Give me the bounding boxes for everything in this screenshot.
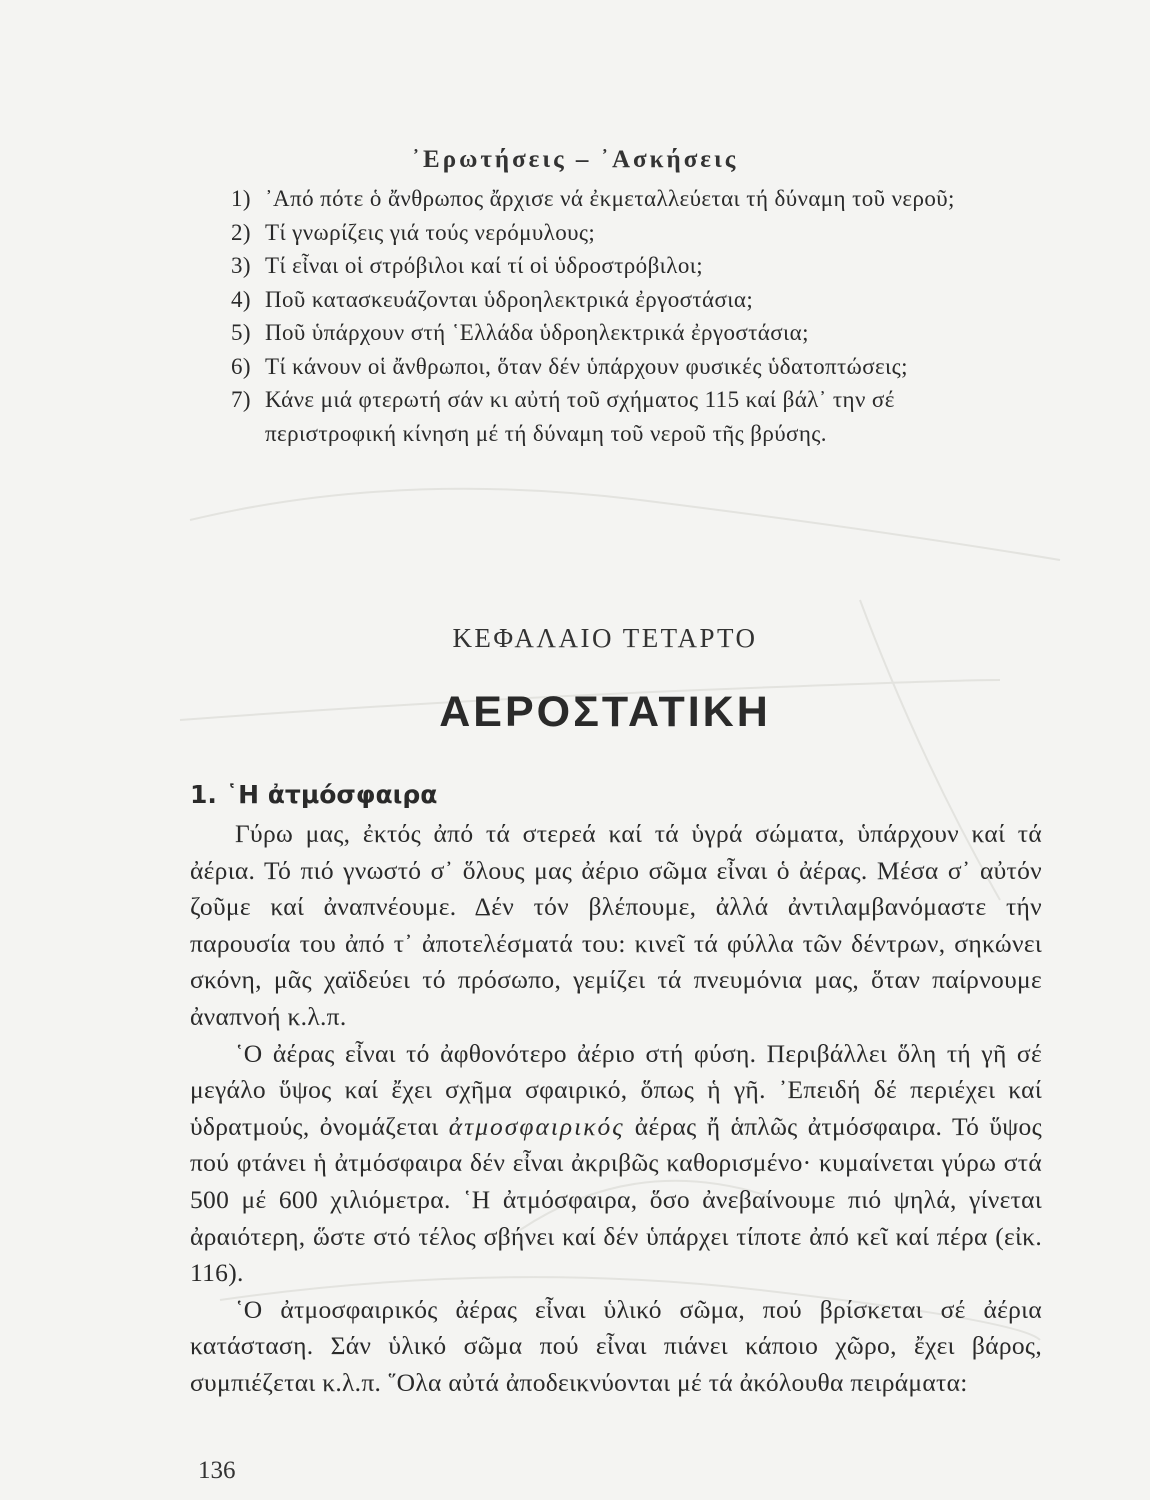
paragraph: ῾Ο ἀτμοσφαιρικός ἀέρας εἶναι ὑλικό σῶμα, πού βρίσκεται σέ ἀέρια κατάσταση. Σάν ὑλικό σῶμα πού εἶναι πιάνει κάποιο χῶρο, ἔχει βάρος, συμπιέζεται κ.λ.π. ῞Ολα αὐτά ἀποδεικνύονται μέ τά ἀκόλουθα πειράματα: [190,1294,1042,1397]
paragraph-text: ἀέρας ἤ ἁπλῶς ἀτμόσφαιρα. Τό ὕψος πού φτάνει ἡ ἀτμόσφαιρα δέν εἶναι ἀκριβῶς καθορισμένο· κυμαίνεται γύρω στά 500 μέ 600 χιλιόμετρα. ῾Η ἀτμόσφαιρα, ὅσο ἀνεβαίνουμε πιό ψηλά, γίνεται ἀραιότερη, ὥστε στό τέλος σβήνει καί δέν ὑπάρχει τίποτε ἀπό κεῖ καί πέρα (εἰκ. 116). [190,1111,1042,1288]
question-text: Τί εἶναι οἱ στρόβιλοι καί τί οἱ ὑδροστρόβιλοι; [265,253,704,278]
section-heading: 1. ῾Η ἀτμόσφαιρα [190,780,438,809]
paragraph-text: ῾Ο ἀέρας εἶναι τό ἀφθονότερο ἀέριο στή φύση. Περιβάλλει ὅλη τή γῆ σέ μεγάλο ὕψος καί ἔχει σχῆμα σφαιρικό, ὅπως ἡ γῆ. ᾿Επειδή δέ περιέχει καί ὑδρατμούς, ὀνομάζεται [190,1038,1042,1141]
chapter-title: ΑΕΡΟΣΤΑΤΙΚΗ [439,688,771,736]
question-text: Τί γνωρίζεις γιά τούς νερόμυλους; [265,219,596,245]
chapter-label: ΚΕΦΑΛΑΙΟ ΤΕΤΑΡΤΟ [452,623,758,653]
question-item [225,216,1025,250]
body-text [190,816,1042,1402]
questions-heading: ᾿Ερωτήσεις – ᾿Ασκήσεις [411,146,739,173]
question-text: Ποῦ κατασκευάζονται ὑδροηλεκτρικά ἐργοστάσια; [265,286,754,312]
paragraph: Γύρω μας, ἐκτός ἀπό τά στερεά καί τά ὑγρά σώματα, ὑπάρχουν καί τά ἀέρια. Τό πιό γνωστό σ᾿ ὅλους μας ἀέριο σῶμα εἶναι ὁ ἀέρας. Μέσα σ᾿ αὐτόν ζοῦμε καί ἀναπνέουμε. Δέν τόν βλέπουμε, ἀλλά ἀντιλαμβανόμαστε τήν παρουσία του ἀπό τ᾿ ἀποτελέσματά του: κινεῖ τά φύλλα τῶν δέντρων, σηκώνει σκόνη, μᾶς χαϊδεύει τό πρόσωπο, γεμίζει τά πνευμόνια μας, ὅταν παίρνουμε ἀναπνοή κ.λ.π. [190,819,1042,1031]
question-number: 4) [231,286,251,312]
questions-list [225,182,1025,450]
question-text: ᾿Από πότε ὁ ἄνθρωπος ἄρχισε νά ἐκμεταλλεύεται τή δύναμη τοῦ νεροῦ; [265,186,955,211]
question-number: 2) [231,219,251,245]
question-text: Κάνε μιά φτερωτή σάν κι αὐτή τοῦ σχήματος 115 καί βάλ᾿ την σέ περιστροφική κίνηση μέ τή δύναμη τοῦ νεροῦ τῆς βρύσης. [265,387,895,446]
page-number: 136 [198,1457,236,1484]
question-item [225,182,1025,216]
question-number: 5) [231,320,251,345]
question-number: 6) [231,353,251,379]
question-item [225,249,1025,283]
question-item [225,316,1025,350]
question-item [225,383,1025,450]
question-number: 7) [231,387,251,412]
emphasized-term: ἀτμοσφαιρικός [448,1111,625,1141]
question-item [225,350,1025,384]
paragraph [190,1036,1042,1292]
question-text: Τί κάνουν οἱ ἄνθρωποι, ὅταν δέν ὑπάρχουν φυσικές ὑδατοπτώσεις; [265,353,908,379]
question-number: 3) [231,253,251,278]
question-text: Ποῦ ὑπάρχουν στή ῾Ελλάδα ὑδροηλεκτρικά ἐργοστάσια; [265,320,809,345]
question-item [225,283,1025,317]
question-number: 1) [231,186,251,211]
